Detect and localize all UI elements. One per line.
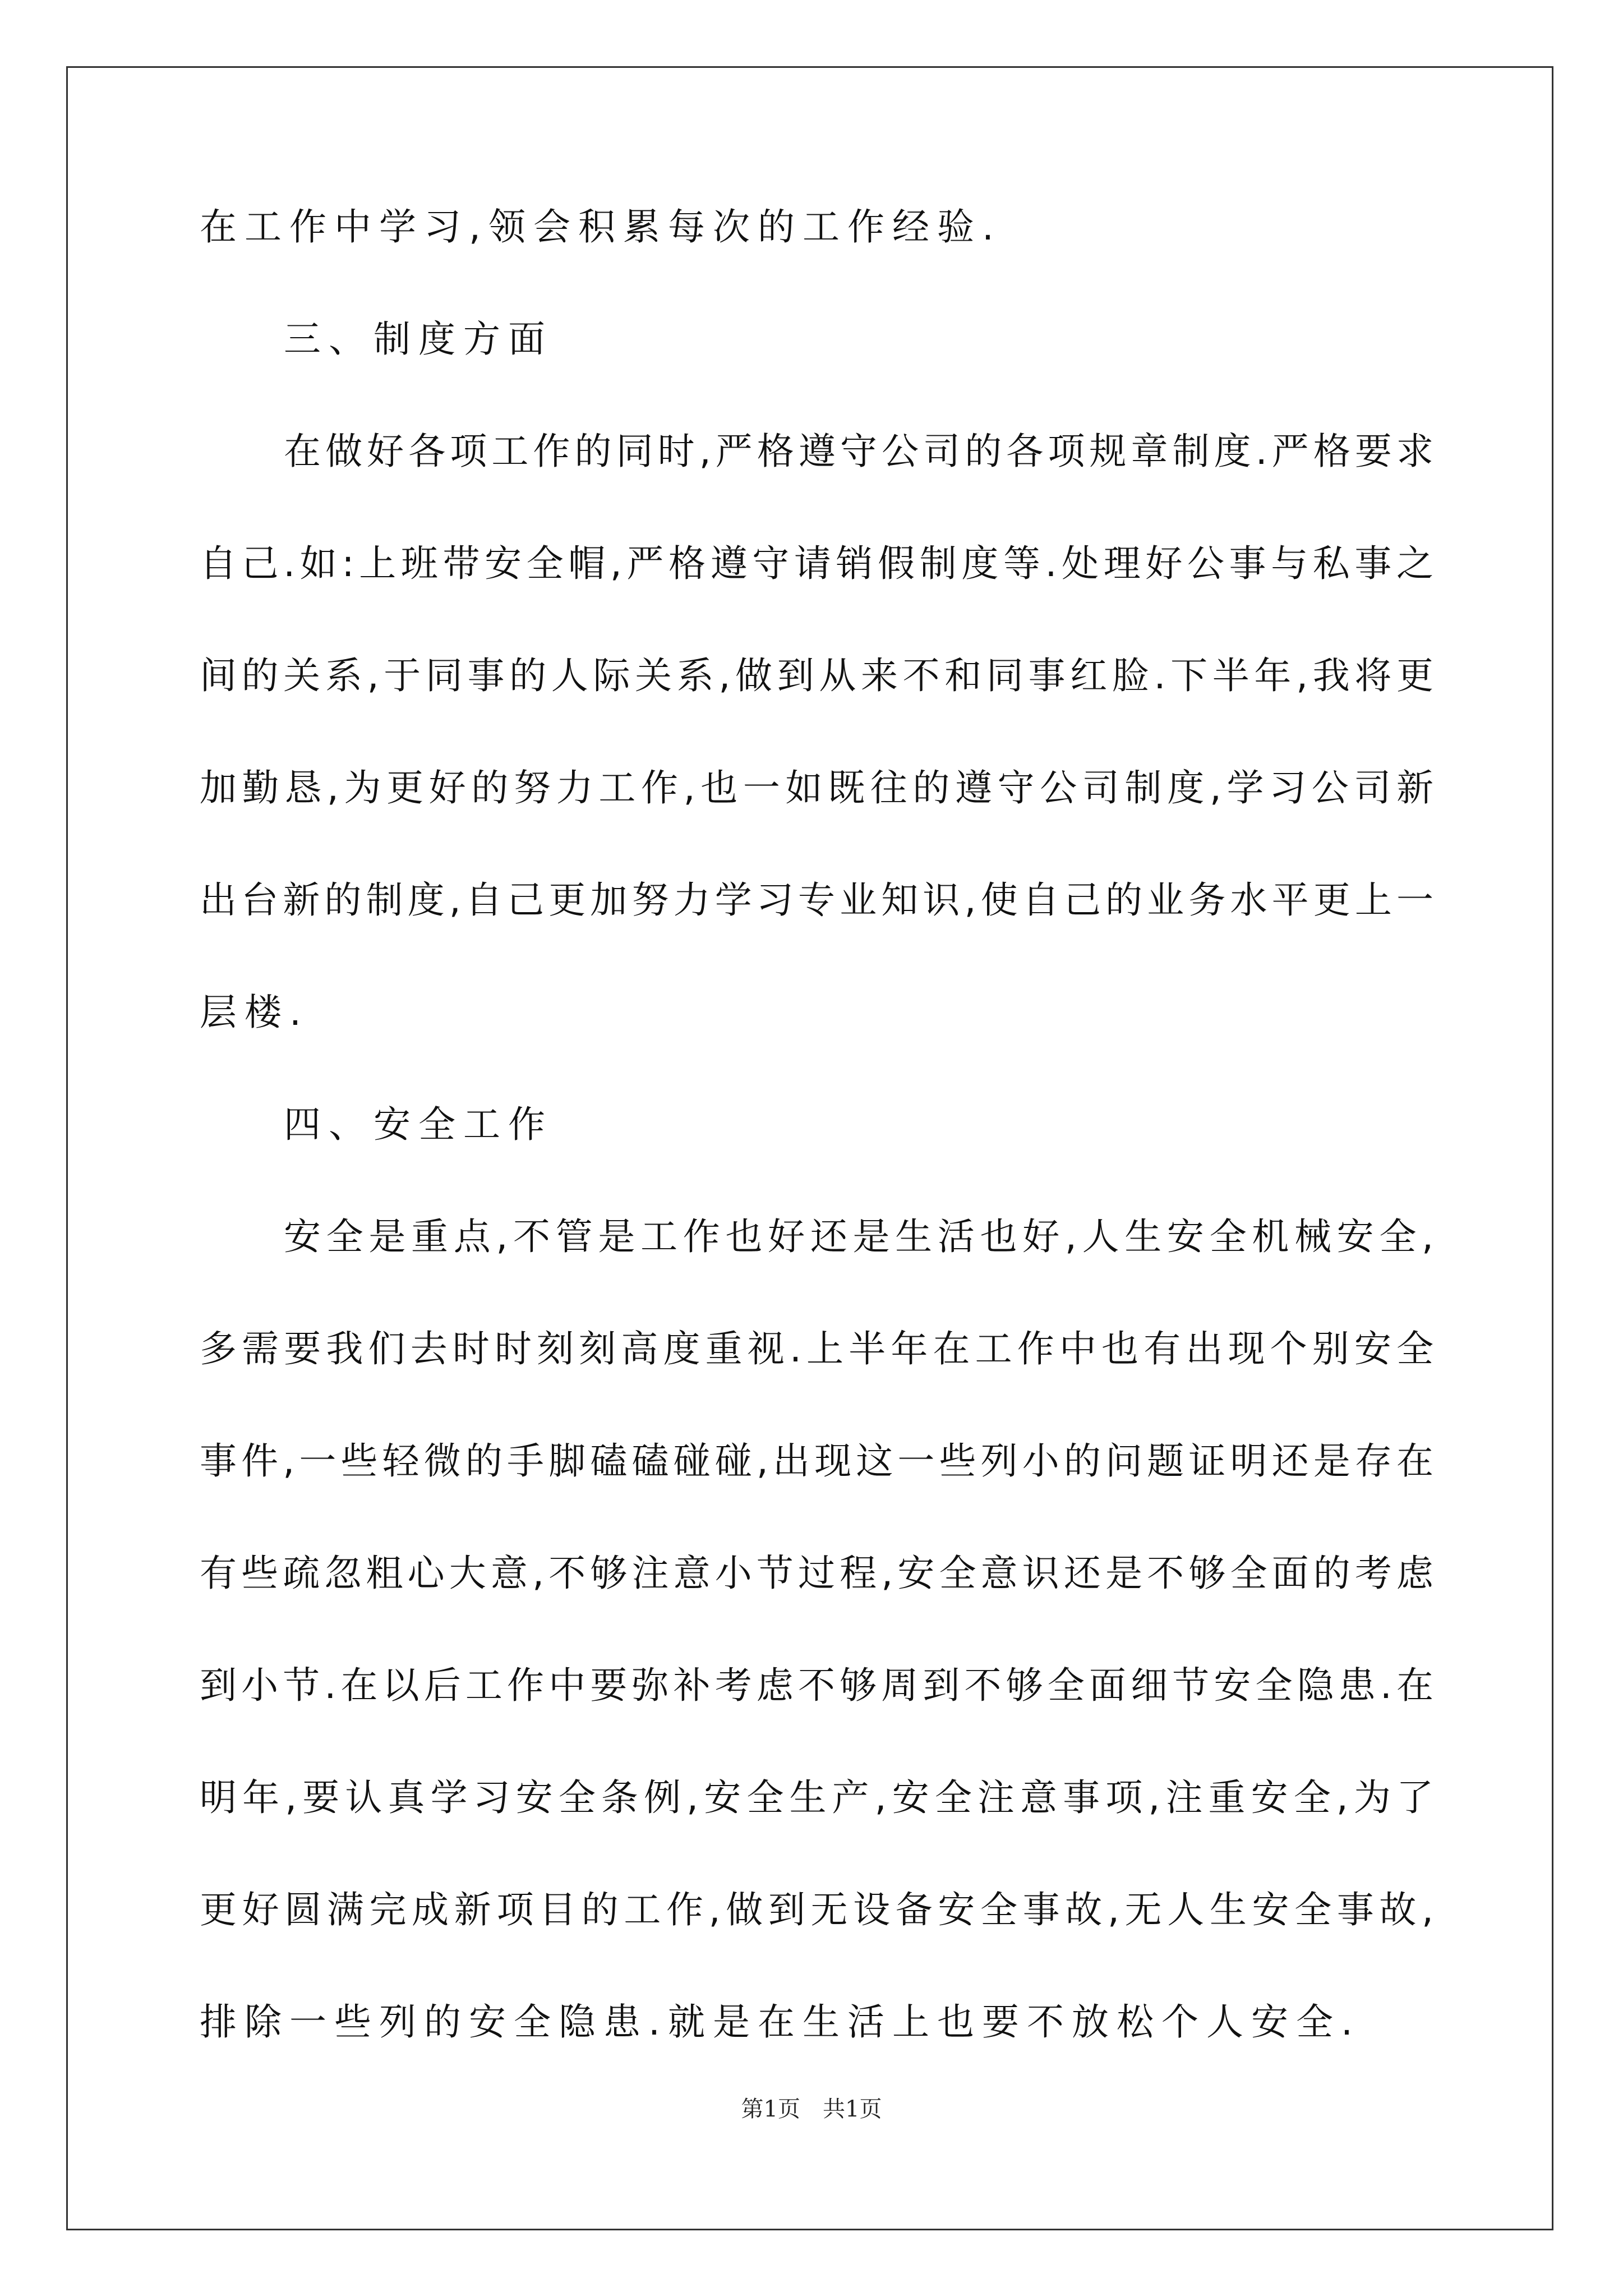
paragraph-line: 排除一些列的安全隐患.就是在生活上也要不放松个人安全. bbox=[200, 2000, 1361, 2044]
paragraph-line: 出台新的制度,自己更加努力学习专业知识,使自己的业务水平更上一 bbox=[200, 878, 1433, 922]
paragraph-line: 安全是重点,不管是工作也好还是生活也好,人生安全机械安全, bbox=[284, 1215, 1433, 1258]
paragraph-line: 到小节.在以后工作中要弥补考虑不够周到不够全面细节安全隐患.在 bbox=[200, 1664, 1433, 1707]
paragraph-line: 在工作中学习,领会积累每次的工作经验. bbox=[200, 205, 1002, 249]
paragraph-line: 更好圆满完成新项目的工作,做到无设备安全事故,无人生安全事故, bbox=[200, 1888, 1433, 1931]
paragraph-line: 间的关系,于同事的人际关系,做到从来不和同事红脸.下半年,我将更 bbox=[200, 654, 1433, 697]
paragraph-line: 在做好各项工作的同时,严格遵守公司的各项规章制度.严格要求 bbox=[284, 430, 1433, 473]
section-heading: 四、安全工作 bbox=[284, 1103, 553, 1146]
paragraph-line: 加勤恳,为更好的努力工作,也一如既往的遵守公司制度,学习公司新 bbox=[200, 766, 1433, 809]
paragraph-line: 事件,一些轻微的手脚磕磕碰碰,出现这一些列小的问题证明还是存在 bbox=[200, 1439, 1433, 1483]
section-heading: 三、制度方面 bbox=[284, 318, 553, 361]
paragraph-line: 层楼. bbox=[200, 991, 309, 1034]
paragraph-line: 自己.如:上班带安全帽,严格遵守请销假制度等.处理好公事与私事之 bbox=[200, 542, 1433, 585]
paragraph-line: 多需要我们去时时刻刻高度重视.上半年在工作中也有出现个别安全 bbox=[200, 1327, 1433, 1370]
page-footer: 第1页 共1页 bbox=[741, 2096, 882, 2122]
paragraph-line: 明年,要认真学习安全条例,安全生产,安全注意事项,注重安全,为了 bbox=[200, 1776, 1433, 1819]
paragraph-line: 有些疏忽粗心大意,不够注意小节过程,安全意识还是不够全面的考虑 bbox=[200, 1552, 1433, 1595]
